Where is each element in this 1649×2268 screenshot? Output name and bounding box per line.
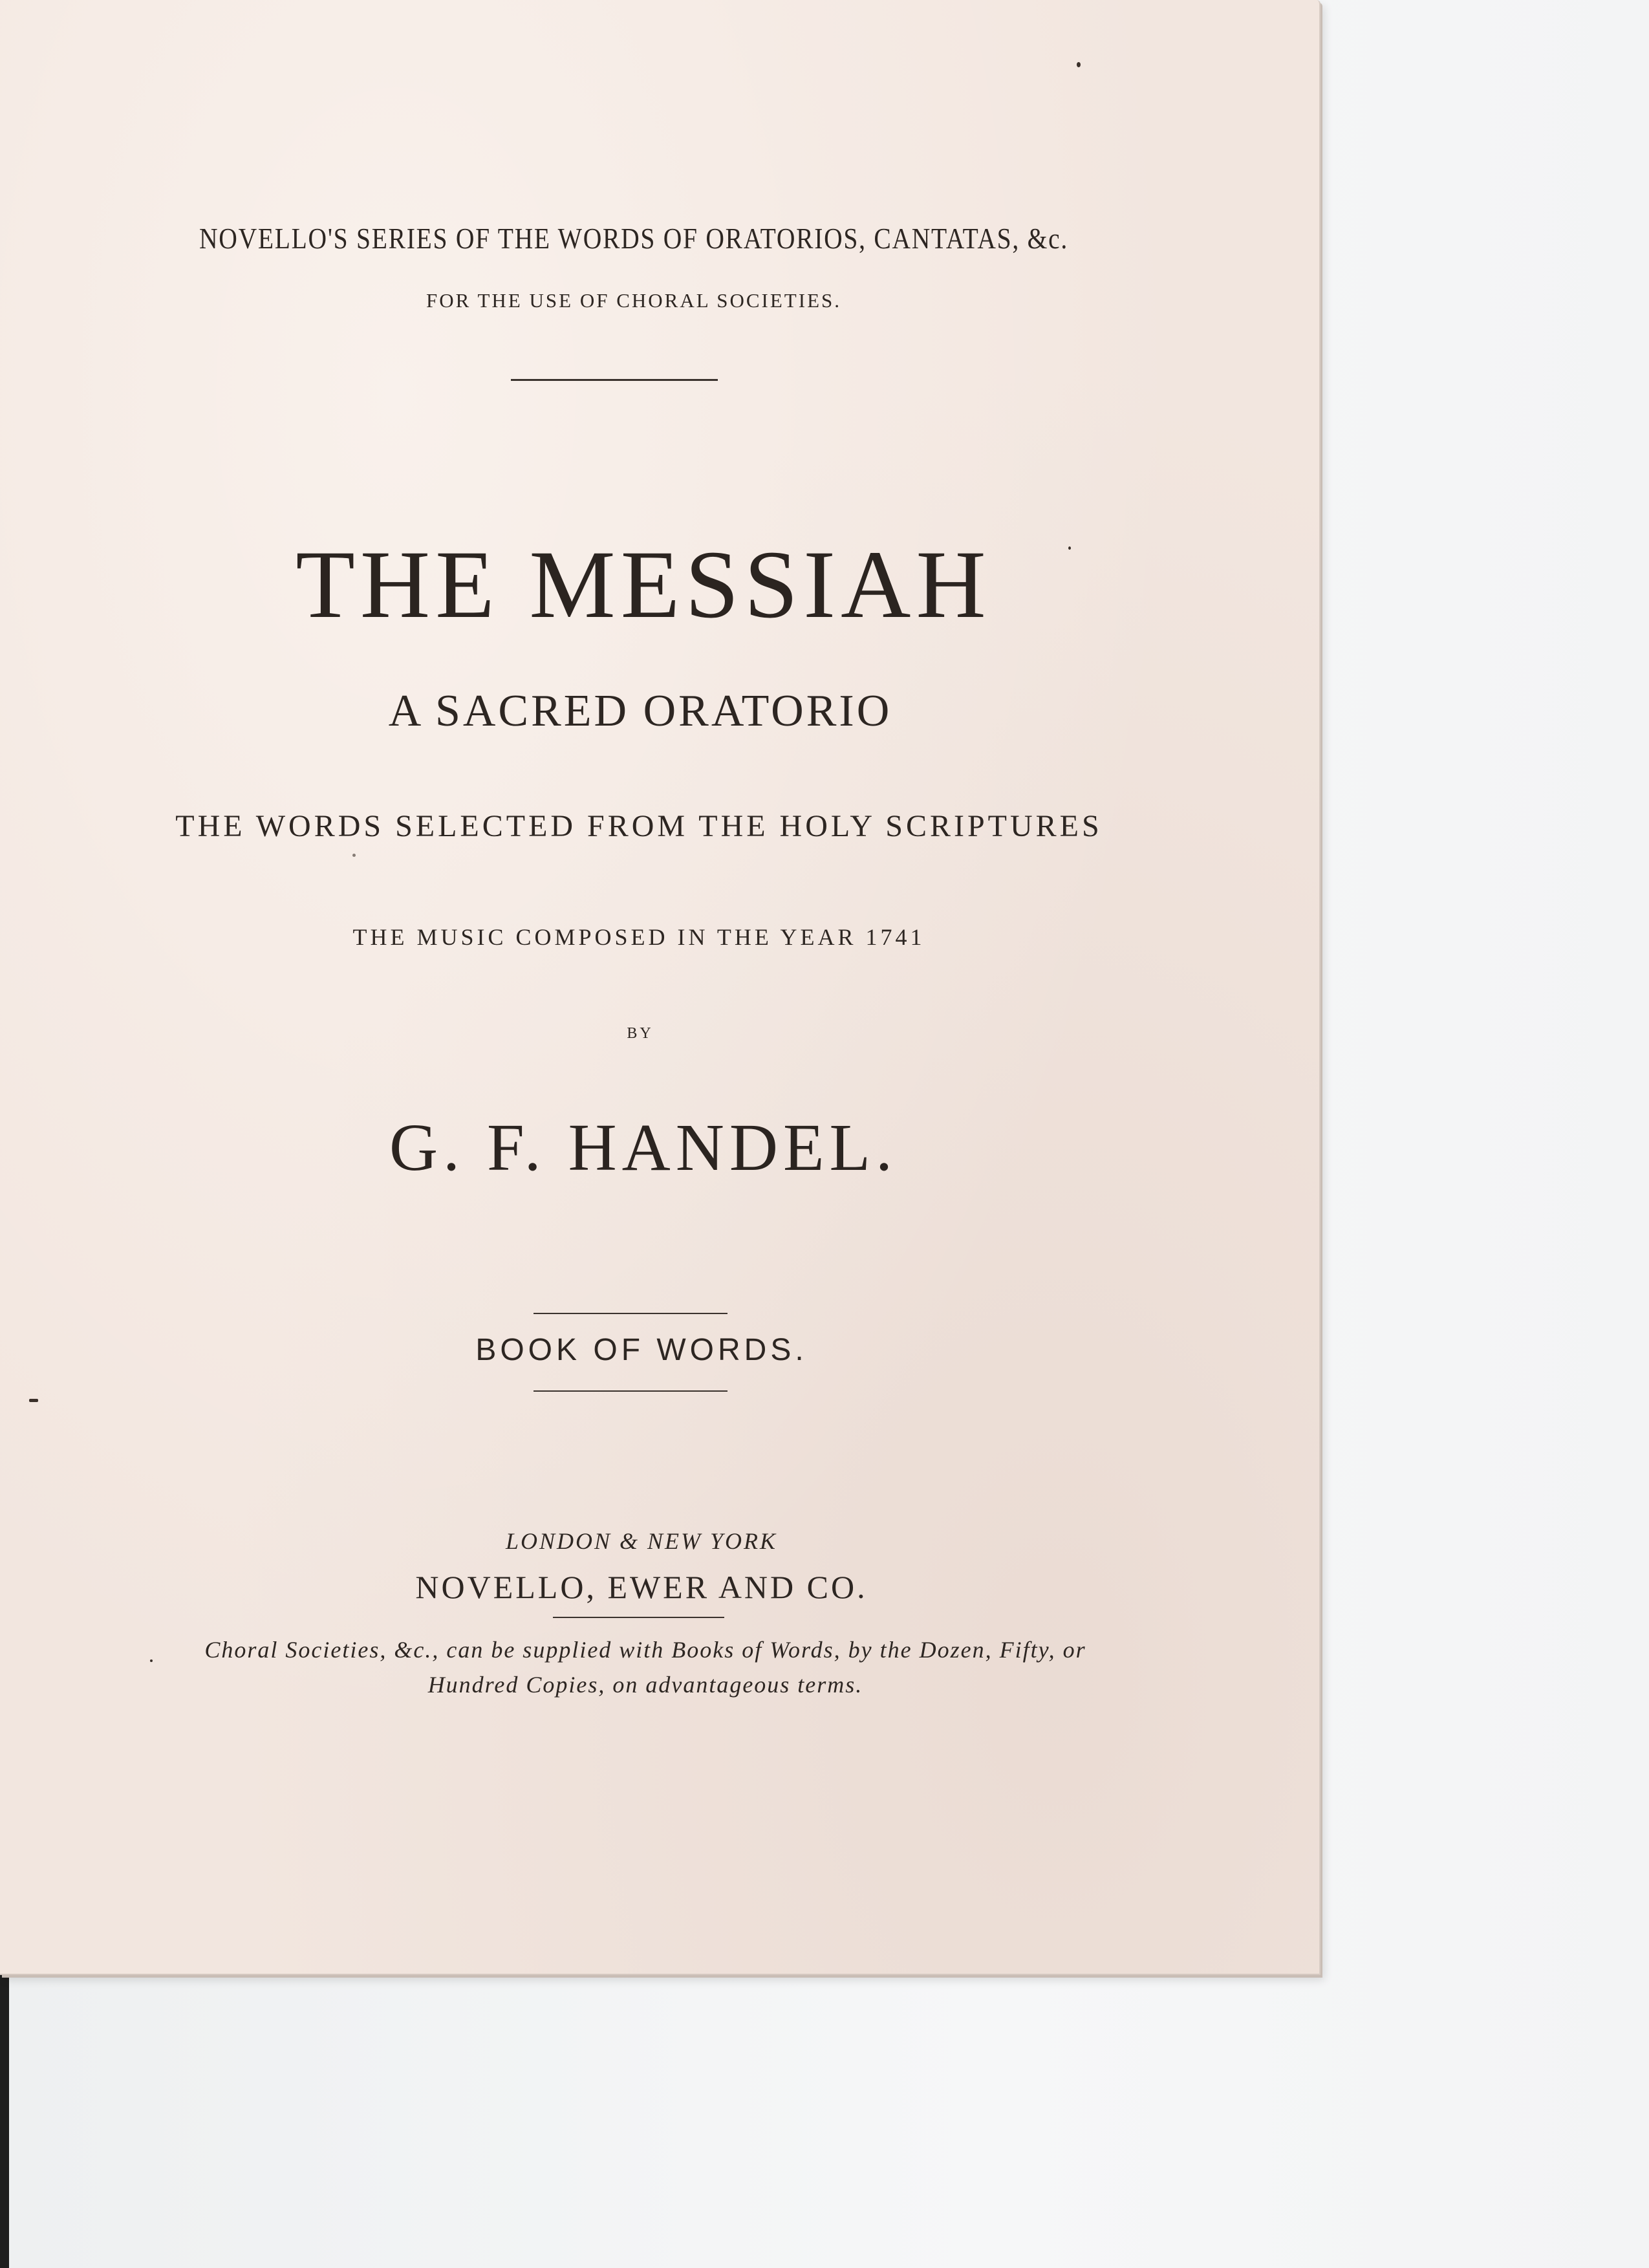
paper-speck bbox=[150, 1659, 153, 1662]
work-title: THE MESSIAH bbox=[296, 531, 991, 638]
imprint-note-line-2: Hundred Copies, on advantageous terms. bbox=[427, 1672, 863, 1698]
paper-speck bbox=[352, 854, 356, 857]
book-of-words-bottom-rule bbox=[534, 1390, 727, 1392]
scanner-edge bbox=[0, 1972, 9, 2268]
book-of-words-label: BOOK OF WORDS. bbox=[475, 1333, 808, 1367]
divider-rule bbox=[511, 379, 718, 381]
paper-speck bbox=[1068, 546, 1071, 550]
paper-speck bbox=[1077, 62, 1081, 67]
imprint-note bbox=[12, 1632, 1279, 1702]
imprint-place: LONDON & NEW YORK bbox=[505, 1528, 778, 1554]
paper-speck bbox=[29, 1399, 38, 1402]
composer-name: G. F. HANDEL. bbox=[389, 1110, 898, 1185]
music-note: THE MUSIC COMPOSED IN THE YEAR 1741 bbox=[352, 924, 925, 950]
by-label: BY bbox=[627, 1025, 654, 1042]
imprint-rule bbox=[553, 1617, 724, 1618]
book-of-words-top-rule bbox=[534, 1313, 727, 1314]
words-note: THE WORDS SELECTED FROM THE HOLY SCRIPTURES bbox=[175, 809, 1103, 843]
imprint-publisher: NOVELLO, EWER AND CO. bbox=[415, 1569, 868, 1605]
work-subtitle: A SACRED ORATORIO bbox=[388, 686, 892, 736]
series-title: NOVELLO'S SERIES OF THE WORDS OF ORATORIOS, CANTATAS, &c. bbox=[199, 222, 1068, 255]
imprint-note-line-1: Choral Societies, &c., can be supplied with Books of Words, by the Dozen, Fifty, or bbox=[204, 1637, 1086, 1663]
series-subtitle: FOR THE USE OF CHORAL SOCIETIES. bbox=[426, 289, 841, 312]
